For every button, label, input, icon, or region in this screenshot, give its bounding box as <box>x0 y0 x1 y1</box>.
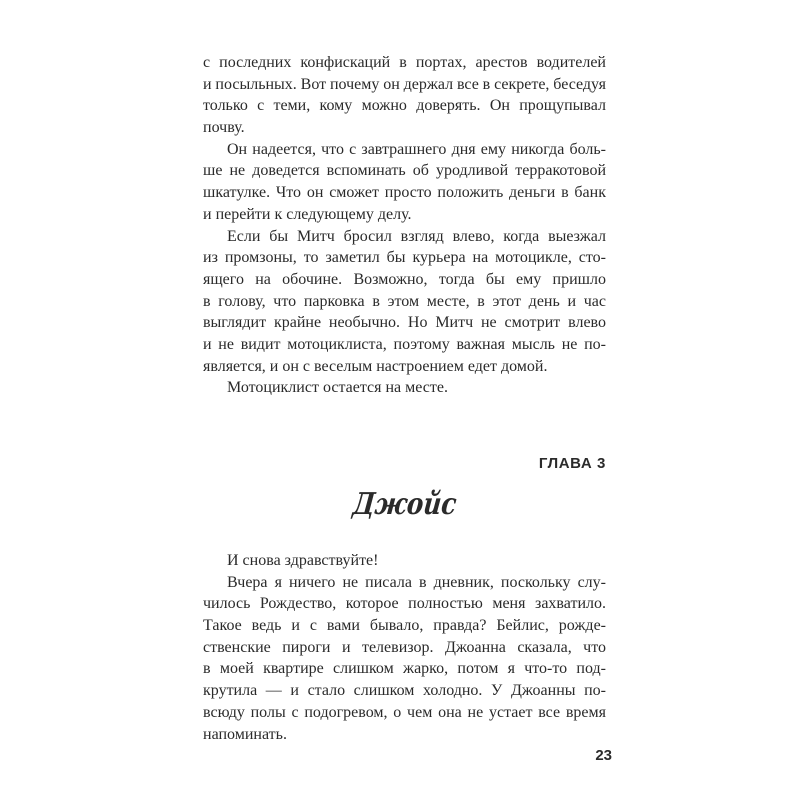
bottom-text-block <box>203 550 606 745</box>
text-line: Мотоциклист остается на месте. <box>227 379 448 397</box>
paragraph <box>203 226 606 378</box>
paragraph <box>203 550 606 572</box>
text-line: Такое ведь и с вами бывало, правда? Бейлис, рожде- <box>203 617 606 635</box>
top-text-block <box>203 52 606 399</box>
text-line: является, и он с веселым настроением едет домой. <box>203 357 548 375</box>
text-column <box>203 52 606 745</box>
text-line: шкатулке. Что он сможет просто положить деньги в банк <box>203 184 606 202</box>
paragraph <box>203 52 606 139</box>
text-line: ящего на обочине. Возможно, тогда бы ему пришло <box>203 270 606 288</box>
text-line: из промзоны, то заметил бы курьера на мотоцикле, сто- <box>203 249 606 267</box>
paragraph <box>203 377 606 399</box>
text-line: и посыльных. Вот почему он держал все в секрете, беседуя <box>203 75 606 93</box>
text-line: и перейти к следующему делу. <box>203 205 412 223</box>
text-line: крутила — и стало слишком холодно. У Джоанны по- <box>203 682 606 700</box>
text-line: в голову, что парковка в этом месте, в этот день и час <box>203 292 606 310</box>
chapter-heading: ГЛАВА 3 <box>538 455 606 472</box>
text-line: напоминать. <box>203 725 287 743</box>
text-line: почву. <box>203 119 245 137</box>
text-line: с последних конфискаций в портах, арестов водителей <box>203 54 606 71</box>
text-line: всюду полы с подогревом, о чем она не устает все время <box>203 703 606 721</box>
section-author-name: Джойс <box>351 487 459 522</box>
text-line: Вчера я ничего не писала в дневник, поскольку слу- <box>227 573 606 591</box>
text-line: выглядит крайне необычно. Но Митч не смотрит влево <box>203 314 606 332</box>
text-line: ше не доведется вспоминать об уродливой терракотовой <box>203 162 606 180</box>
text-line: только с теми, кому можно доверять. Он прощупывал <box>203 97 606 115</box>
text-line: чилось Рождество, которое полностью меня захватило. <box>203 595 606 613</box>
text-line: и не видит мотоциклиста, поэтому важная мысль не по- <box>203 335 606 353</box>
paragraph <box>203 139 606 226</box>
text-line: в моей квартире слишком жарко, потом я что-то под- <box>203 660 606 678</box>
page-number: 23 <box>595 747 612 764</box>
text-line: ственские пироги и телевизор. Джоанна сказала, что <box>203 638 606 656</box>
text-line: Если бы Митч бросил взгляд влево, когда выезжал <box>227 227 606 245</box>
text-line: Он надеется, что с завтрашнего дня ему никогда боль- <box>227 140 606 158</box>
paragraph <box>203 572 606 746</box>
text-line: И снова здравствуйте! <box>227 552 379 569</box>
